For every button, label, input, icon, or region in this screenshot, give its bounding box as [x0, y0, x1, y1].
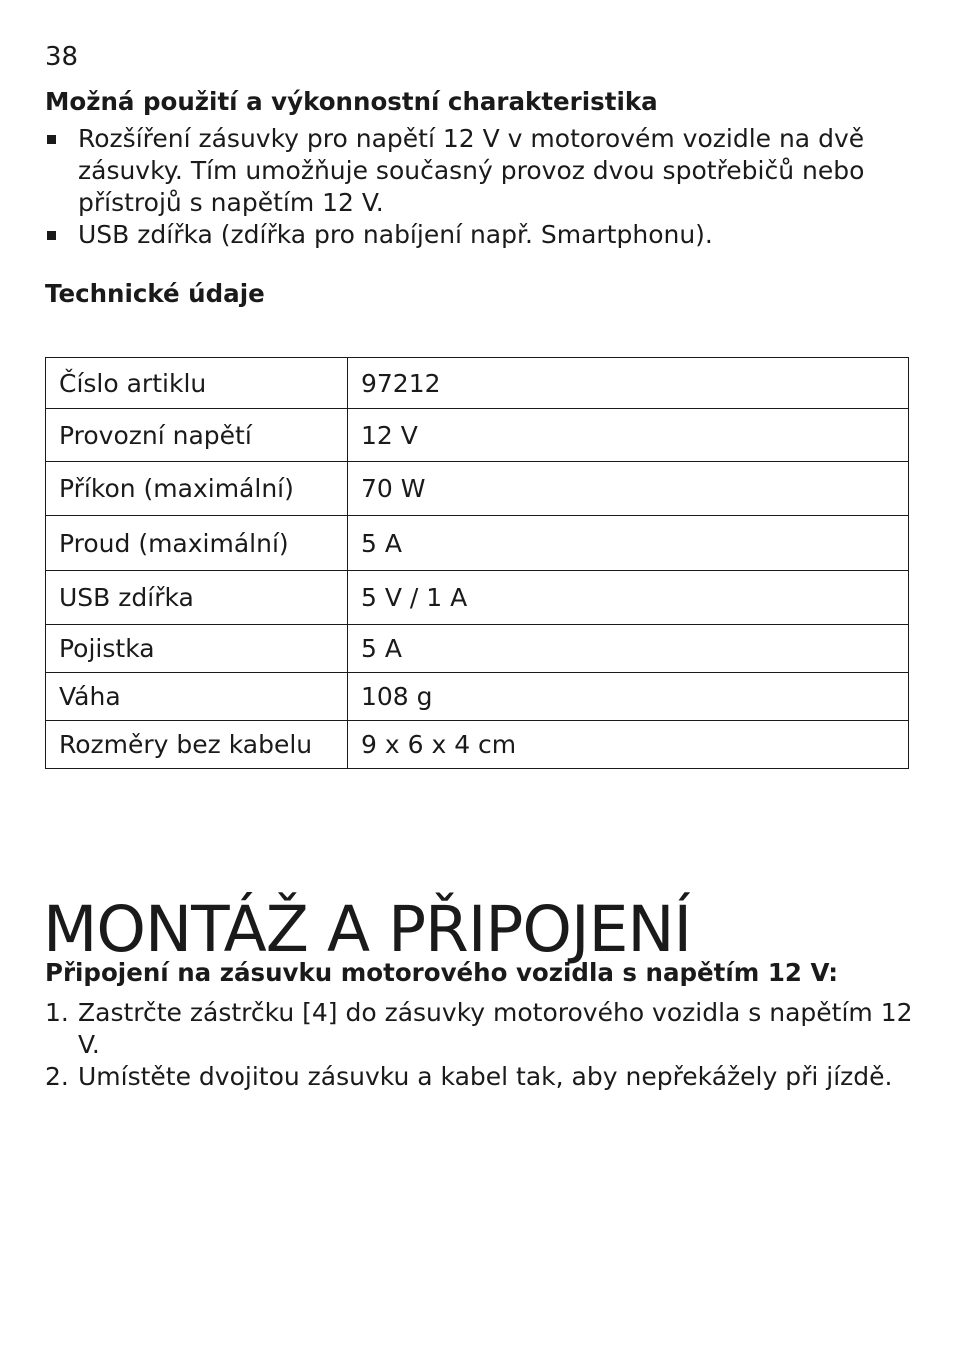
- page-number: 38: [45, 42, 79, 72]
- step-text: Zastrčte zástrčku [4] do zásuvky motorového vozidla s napětím 12 V.: [78, 998, 913, 1059]
- table-row: [46, 516, 909, 571]
- table-row: [46, 462, 909, 516]
- spec-label: Rozměry bez kabelu: [46, 721, 348, 769]
- list-item: [45, 219, 925, 251]
- connection-heading: Připojení na zásuvku motorového vozidla s napětím 12 V:: [45, 958, 839, 987]
- spec-value: 9 x 6 x 4 cm: [348, 721, 909, 769]
- tech-heading: Technické údaje: [45, 279, 265, 308]
- list-item: [45, 997, 925, 1061]
- section-title: MONTÁŽ A PŘIPOJENÍ: [43, 893, 692, 967]
- table-row: [46, 358, 909, 409]
- table-row: [46, 721, 909, 769]
- spec-label: Provozní napětí: [46, 409, 348, 462]
- table-row: [46, 673, 909, 721]
- list-item: [45, 1061, 925, 1093]
- spec-value: 97212: [348, 358, 909, 409]
- spec-label: Příkon (maximální): [46, 462, 348, 516]
- spec-table: [45, 357, 909, 769]
- table-row: [46, 571, 909, 625]
- spec-value: 5 V / 1 A: [348, 571, 909, 625]
- spec-label: Proud (maximální): [46, 516, 348, 571]
- spec-value: 108 g: [348, 673, 909, 721]
- step-number: 2.: [45, 1062, 69, 1091]
- steps-list: [45, 997, 925, 1093]
- step-text: Umístěte dvojitou zásuvku a kabel tak, aby nepřekážely při jízdě.: [78, 1062, 893, 1091]
- uses-list: [45, 123, 925, 251]
- spec-value: 70 W: [348, 462, 909, 516]
- list-item-text: Rozšíření zásuvky pro napětí 12 V v motorovém vozidle na dvě zásuvky. Tím umožňuje současný provoz dvou spotřebičů nebo přístrojů s napětím 12 V.: [78, 124, 865, 217]
- list-item-text: USB zdířka (zdířka pro nabíjení např. Smartphonu).: [78, 220, 713, 249]
- spec-label: Číslo artiklu: [46, 358, 348, 409]
- spec-label: Váha: [46, 673, 348, 721]
- spec-value: 5 A: [348, 625, 909, 673]
- spec-label: USB zdířka: [46, 571, 348, 625]
- uses-heading: Možná použití a výkonnostní charakteristika: [45, 87, 658, 116]
- spec-value: 12 V: [348, 409, 909, 462]
- bullet-square-icon: [47, 135, 56, 144]
- spec-value: 5 A: [348, 516, 909, 571]
- table-row: [46, 625, 909, 673]
- table-row: [46, 409, 909, 462]
- step-number: 1.: [45, 998, 69, 1027]
- bullet-square-icon: [47, 231, 56, 240]
- list-item: [45, 123, 925, 219]
- spec-label: Pojistka: [46, 625, 348, 673]
